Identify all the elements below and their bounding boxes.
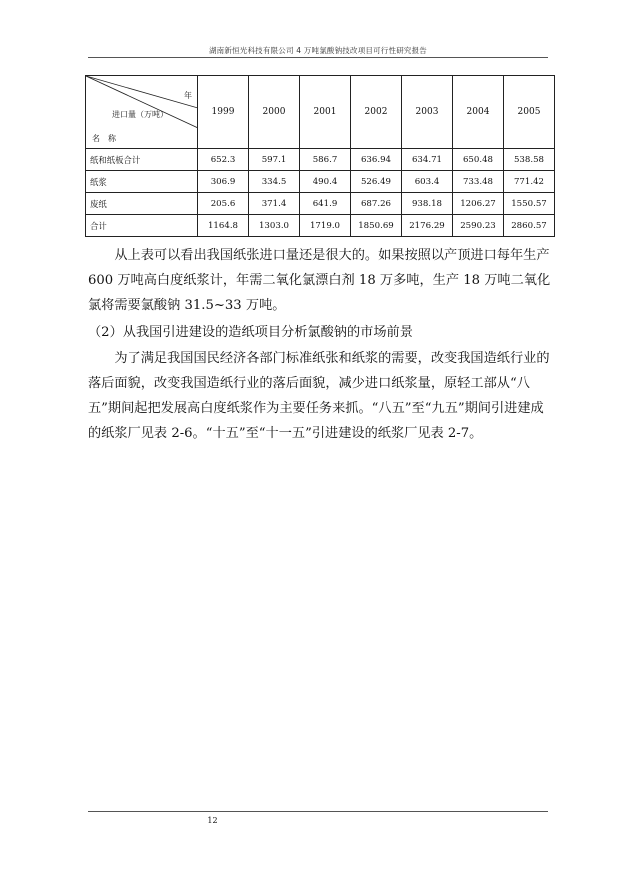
table-cell: 603.4 [402,171,453,193]
table-cell: 1206.27 [453,193,504,215]
page-number: 12 [207,816,218,825]
section-heading: （2）从我国引进建设的造纸项目分析氯酸钠的市场前景 [88,325,413,340]
table-row [86,171,555,193]
table-row [86,193,555,215]
page-header: 湖南新恒光科技有限公司 4 万吨氯酸钠技改项目可行性研究报告 [208,46,428,55]
table-cell: 597.1 [249,149,300,171]
corner-year-label: 年 [184,91,192,100]
row-name: 合计 [86,215,198,237]
table-cell: 687.26 [351,193,402,215]
table-cell: 371.4 [249,193,300,215]
table-cell: 650.48 [453,149,504,171]
year-header: 2002 [351,76,402,149]
table-cell: 733.48 [453,171,504,193]
year-header: 2000 [249,76,300,149]
year-header: 2001 [300,76,351,149]
body-paragraph: 从上表可以看出我国纸张进口量还是很大的。如果按照以产顶进口每年生产 600 万吨高白度纸浆计，年需二氧化氯漂白剂 18 万多吨，生产 18 万吨二氧化氯将需要氯酸钠 31.5~33 万吨。 [88,248,551,313]
year-header: 2005 [504,76,555,149]
table-cell: 636.94 [351,149,402,171]
header-rule [88,57,548,58]
table-cell: 205.6 [198,193,249,215]
year-header: 2004 [453,76,504,149]
corner-name-label: 名 称 [92,134,116,143]
table-row [86,149,555,171]
table-header-row [86,76,555,149]
table-cell: 526.49 [351,171,402,193]
table-row-total [86,215,555,237]
table-cell: 938.18 [402,193,453,215]
row-name: 废纸 [86,193,198,215]
row-name: 纸浆 [86,171,198,193]
table-cell: 334.5 [249,171,300,193]
table-cell: 771.42 [504,171,555,193]
table-cell: 1303.0 [249,215,300,237]
table-cell: 1550.57 [504,193,555,215]
table-cell: 2860.57 [504,215,555,237]
paper-import-table [85,75,555,237]
table-cell: 490.4 [300,171,351,193]
year-header: 1999 [198,76,249,149]
table-cell: 1164.8 [198,215,249,237]
table-cell: 586.7 [300,149,351,171]
table-cell: 634.71 [402,149,453,171]
row-name: 纸和纸板合计 [86,149,198,171]
table-cell: 641.9 [300,193,351,215]
footer-rule [88,811,548,812]
body-paragraph: 为了满足我国国民经济各部门标准纸张和纸浆的需要，改变我国造纸行业的落后面貌，改变我国造纸行业的落后面貌，减少进口纸浆量，原轻工部从“八五”期间起把发展高白度纸浆作为主要任务来抓。“八五”至“九五”期间引进建成的纸浆厂见表 2-6。“十五”至“十一五”引进建设的纸浆厂见表 2-7。 [88,351,550,441]
table-cell: 306.9 [198,171,249,193]
table-cell: 2176.29 [402,215,453,237]
table-cell: 1719.0 [300,215,351,237]
table-cell: 2590.23 [453,215,504,237]
table-cell: 1850.69 [351,215,402,237]
table-cell: 652.3 [198,149,249,171]
year-header: 2003 [402,76,453,149]
corner-quantity-label: 进口量（万吨） [112,110,168,119]
table-corner-cell [86,76,198,149]
table-cell: 538.58 [504,149,555,171]
